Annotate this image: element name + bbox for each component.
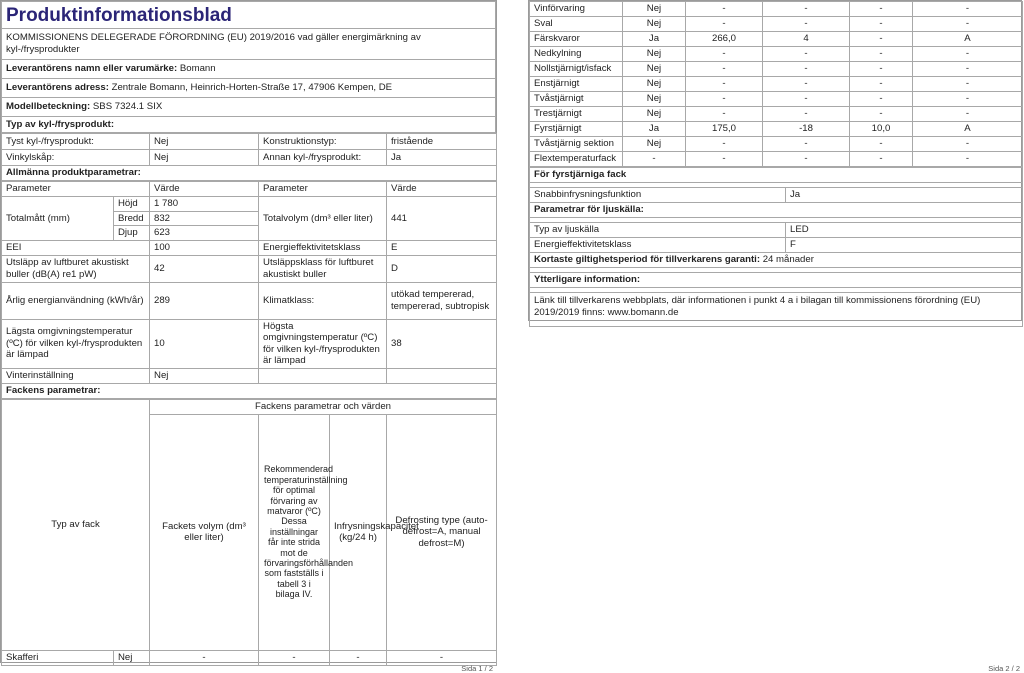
compartment-temp: - bbox=[763, 2, 850, 17]
table-row bbox=[530, 137, 1023, 152]
compartment-volume: - bbox=[686, 92, 763, 107]
table-row bbox=[530, 92, 1023, 107]
compartment-present: Nej bbox=[623, 62, 686, 77]
four-star-header: För fyrstjärniga fack bbox=[530, 168, 1023, 183]
compartment-freezing: 10,0 bbox=[850, 122, 913, 137]
supplier-address-value: Zentrale Bomann, Heinrich-Horten-Straße 17, 47906 Kempen, DE bbox=[111, 82, 393, 94]
compartment-defrost: - bbox=[913, 47, 1023, 62]
col-recommended: Rekommenderad temperaturinställning för optimal förvaring av matvaror (ºC) Dessa inställningar får inte strida mot de förvaringsförhållanden som fastställs i tabell 3 i bilaga IV. bbox=[259, 414, 330, 650]
extra-table bbox=[529, 167, 1023, 327]
col-type: Typ av fack bbox=[2, 399, 150, 650]
compartment-volume: - bbox=[686, 47, 763, 62]
header-table bbox=[1, 1, 496, 133]
noise-label: Utsläpp av luftburet akustiskt buller (dB(A) re1 pW) bbox=[2, 255, 150, 282]
table-row bbox=[530, 107, 1023, 122]
model-value: SBS 7324.1 SIX bbox=[92, 101, 163, 113]
compartment-freezing: - bbox=[850, 32, 913, 47]
climate-value: utökad tempererad, tempererad, subtropisk bbox=[387, 282, 497, 319]
pantry-volume: - bbox=[150, 650, 259, 665]
compartment-volume: 175,0 bbox=[686, 122, 763, 137]
compartment-temp: - bbox=[763, 92, 850, 107]
compartment-name: Färskvaror bbox=[530, 32, 623, 47]
compartment-name: Nedkylning bbox=[530, 47, 623, 62]
compartment-temp: - bbox=[763, 152, 850, 167]
compartment-present: Nej bbox=[623, 47, 686, 62]
compartment-freezing: - bbox=[850, 152, 913, 167]
compartment-name: Trestjärnigt bbox=[530, 107, 623, 122]
quiet-label: Tyst kyl-/frysprodukt: bbox=[2, 134, 150, 150]
sheet-table-2 bbox=[528, 0, 1022, 321]
construction-label: Konstruktionstyp: bbox=[259, 134, 387, 150]
depth-value: 623 bbox=[150, 226, 259, 241]
pantry-present: Nej bbox=[114, 650, 150, 665]
compartment-temp: - bbox=[763, 137, 850, 152]
general-header: Allmänna produktparametrar: bbox=[2, 166, 497, 181]
energy-class-label: Energieffektivitetsklass bbox=[259, 240, 387, 255]
compartment-temp: - bbox=[763, 62, 850, 77]
compartment-name: Sval bbox=[530, 17, 623, 32]
supplier-address-row bbox=[2, 79, 496, 98]
pantry-freezing: - bbox=[330, 650, 387, 665]
supplier-name-value: Bomann bbox=[179, 63, 216, 75]
compartment-present: Nej bbox=[623, 2, 686, 17]
compartment-defrost: - bbox=[913, 62, 1023, 77]
compartment-temp: - bbox=[763, 47, 850, 62]
noise-class-value: D bbox=[387, 255, 497, 282]
compartment-defrost: - bbox=[913, 77, 1023, 92]
max-temp-value: 38 bbox=[387, 319, 497, 368]
compartment-name: Fyrstjärnigt bbox=[530, 122, 623, 137]
wine-label: Vinkylskåp: bbox=[2, 150, 150, 166]
light-class-label: Energieffektivitetsklass bbox=[530, 238, 786, 253]
compartment-defrost: - bbox=[913, 2, 1023, 17]
supplier-name-row bbox=[2, 60, 496, 79]
compartment-temp: 4 bbox=[763, 32, 850, 47]
col-parameter: Parameter bbox=[2, 182, 150, 197]
compartment-freezing: - bbox=[850, 47, 913, 62]
eei-label: EEI bbox=[2, 240, 150, 255]
annual-energy-value: 289 bbox=[150, 282, 259, 319]
table-row bbox=[530, 62, 1023, 77]
guarantee-row bbox=[530, 253, 1023, 268]
quick-freeze-label: Snabbinfrysningsfunktion bbox=[530, 188, 786, 203]
max-temp-label: Högsta omgivningstemperatur (ºC) för vilken kyl-/frysprodukten är lämpad bbox=[259, 319, 387, 368]
page-number-2: Sida 2 / 2 bbox=[988, 664, 1020, 673]
construction-value: fristående bbox=[387, 134, 497, 150]
col-parameter-2: Parameter bbox=[259, 182, 387, 197]
general-table bbox=[1, 181, 497, 399]
width-value: 832 bbox=[150, 211, 259, 226]
noise-class-label: Utsläppsklass för luftburet akustiskt buller bbox=[259, 255, 387, 282]
table-row bbox=[530, 152, 1023, 167]
compartment-name: Tvåstjärnigt bbox=[530, 92, 623, 107]
compartment-present: Nej bbox=[623, 17, 686, 32]
sheet-title: Produktinformationsblad bbox=[2, 2, 496, 29]
compartment-freezing: - bbox=[850, 107, 913, 122]
page-1 bbox=[0, 0, 497, 673]
compartment-present: Ja bbox=[623, 32, 686, 47]
compartment-volume: 266,0 bbox=[686, 32, 763, 47]
compartment-present: Ja bbox=[623, 122, 686, 137]
col-volume: Fackets volym (dm³ eller liter) bbox=[150, 414, 259, 650]
type-header: Typ av kyl-/frysprodukt: bbox=[2, 117, 496, 133]
noise-value: 42 bbox=[150, 255, 259, 282]
col-defrost: Defrosting type (auto-defrost=A, manual defrost=M) bbox=[387, 414, 497, 650]
table-row bbox=[530, 47, 1023, 62]
compartment-table bbox=[1, 399, 497, 666]
compartment-defrost: - bbox=[913, 137, 1023, 152]
compartment-freezing: - bbox=[850, 137, 913, 152]
col-freezing: Infrysningskapacitet (kg/24 h) bbox=[330, 414, 387, 650]
annual-energy-label: Årlig energianvändning (kWh/år) bbox=[2, 282, 150, 319]
min-temp-label: Lägsta omgivningstemperatur (ºC) för vilken kyl-/frysprodukten är lämpad bbox=[2, 319, 150, 368]
compartment-temp: - bbox=[763, 77, 850, 92]
compartment-present: Nej bbox=[623, 107, 686, 122]
table-row bbox=[530, 77, 1023, 92]
supplier-name-label: Leverantörens namn eller varumärke: bbox=[6, 63, 178, 75]
other-label: Annan kyl-/frysprodukt: bbox=[259, 150, 387, 166]
width-label: Bredd bbox=[114, 211, 150, 226]
compartment-defrost: - bbox=[913, 92, 1023, 107]
energy-class-value: E bbox=[387, 240, 497, 255]
table-row bbox=[530, 32, 1023, 47]
compartment-name: Enstjärnigt bbox=[530, 77, 623, 92]
compartment-list-table bbox=[529, 1, 1023, 167]
compartment-volume: - bbox=[686, 137, 763, 152]
compartment-header: Fackens parametrar: bbox=[2, 383, 497, 398]
quiet-value: Nej bbox=[150, 134, 259, 150]
light-class-value: F bbox=[786, 238, 1023, 253]
total-volume-value: 441 bbox=[387, 197, 497, 241]
compartment-volume: - bbox=[686, 107, 763, 122]
supplier-address-label: Leverantörens adress: bbox=[6, 82, 109, 94]
compartment-freezing: - bbox=[850, 62, 913, 77]
compartment-defrost: A bbox=[913, 32, 1023, 47]
winter-empty bbox=[259, 368, 387, 383]
compartment-defrost: - bbox=[913, 17, 1023, 32]
page-2 bbox=[528, 0, 1024, 673]
guarantee-label: Kortaste giltighetsperiod för tillverkarens garanti: bbox=[534, 254, 761, 266]
total-volume-label: Totalvolym (dm³ eller liter) bbox=[259, 197, 387, 241]
height-value: 1 780 bbox=[150, 197, 259, 212]
pantry-temp: - bbox=[259, 650, 330, 665]
compartment-volume: - bbox=[686, 17, 763, 32]
compartment-defrost: - bbox=[913, 107, 1023, 122]
compartment-freezing: - bbox=[850, 77, 913, 92]
compartment-defrost: - bbox=[913, 152, 1023, 167]
pantry-name: Skafferi bbox=[2, 650, 114, 665]
sheet-table-1 bbox=[0, 0, 497, 663]
model-row bbox=[2, 98, 496, 117]
wine-value: Nej bbox=[150, 150, 259, 166]
compartment-volume: - bbox=[686, 2, 763, 17]
compartment-present: Nej bbox=[623, 137, 686, 152]
compartment-present: Nej bbox=[623, 92, 686, 107]
compartment-name: Nollstjärnigt/isfack bbox=[530, 62, 623, 77]
compartment-temp: - bbox=[763, 17, 850, 32]
compartment-freezing: - bbox=[850, 92, 913, 107]
type-table bbox=[1, 133, 497, 181]
page-number-1: Sida 1 / 2 bbox=[461, 664, 493, 673]
more-info-header: Ytterligare information: bbox=[530, 273, 1023, 288]
min-temp-value: 10 bbox=[150, 319, 259, 368]
regulation-text: KOMMISSIONENS DELEGERADE FÖRORDNING (EU) 2019/2016 vad gäller energimärkning av kyl-/frysprodukter bbox=[2, 29, 496, 60]
dimensions-label: Totalmått (mm) bbox=[2, 197, 114, 241]
depth-label: Djup bbox=[114, 226, 150, 241]
col-value-2: Värde bbox=[387, 182, 497, 197]
light-header: Parametrar för ljuskälla: bbox=[530, 203, 1023, 218]
compartment-present: - bbox=[623, 152, 686, 167]
winter-empty-2 bbox=[387, 368, 497, 383]
table-row bbox=[2, 650, 497, 665]
quick-freeze-value: Ja bbox=[786, 188, 1023, 203]
height-label: Höjd bbox=[114, 197, 150, 212]
model-label: Modellbeteckning: bbox=[6, 101, 91, 113]
table-row bbox=[530, 17, 1023, 32]
guarantee-value: 24 månader bbox=[762, 254, 814, 266]
table-row bbox=[530, 2, 1023, 17]
light-type-label: Typ av ljuskälla bbox=[530, 223, 786, 238]
compartment-defrost: A bbox=[913, 122, 1023, 137]
compartment-freezing: - bbox=[850, 17, 913, 32]
compartment-name: Tvåstjärnig sektion bbox=[530, 137, 623, 152]
compartment-subheader: Fackens parametrar och värden bbox=[150, 399, 497, 414]
compartment-present: Nej bbox=[623, 77, 686, 92]
compartment-temp: - bbox=[763, 107, 850, 122]
compartment-volume: - bbox=[686, 62, 763, 77]
table-row bbox=[530, 122, 1023, 137]
compartment-name: Flextemperaturfack bbox=[530, 152, 623, 167]
climate-label: Klimatklass: bbox=[259, 282, 387, 319]
compartment-volume: - bbox=[686, 152, 763, 167]
winter-label: Vinterinställning bbox=[2, 368, 150, 383]
other-value: Ja bbox=[387, 150, 497, 166]
compartment-name: Vinförvaring bbox=[530, 2, 623, 17]
compartment-temp: -18 bbox=[763, 122, 850, 137]
light-type-value: LED bbox=[786, 223, 1023, 238]
winter-value: Nej bbox=[150, 368, 259, 383]
compartment-freezing: - bbox=[850, 2, 913, 17]
pantry-defrost: - bbox=[387, 650, 497, 665]
more-info-text: Länk till tillverkarens webbplats, där informationen i punkt 4 a i bilagan till kommissionens förordning (EU) 2019/2019 finns: www.bomann.de bbox=[530, 293, 1023, 327]
eei-value: 100 bbox=[150, 240, 259, 255]
col-value: Värde bbox=[150, 182, 259, 197]
compartment-volume: - bbox=[686, 77, 763, 92]
